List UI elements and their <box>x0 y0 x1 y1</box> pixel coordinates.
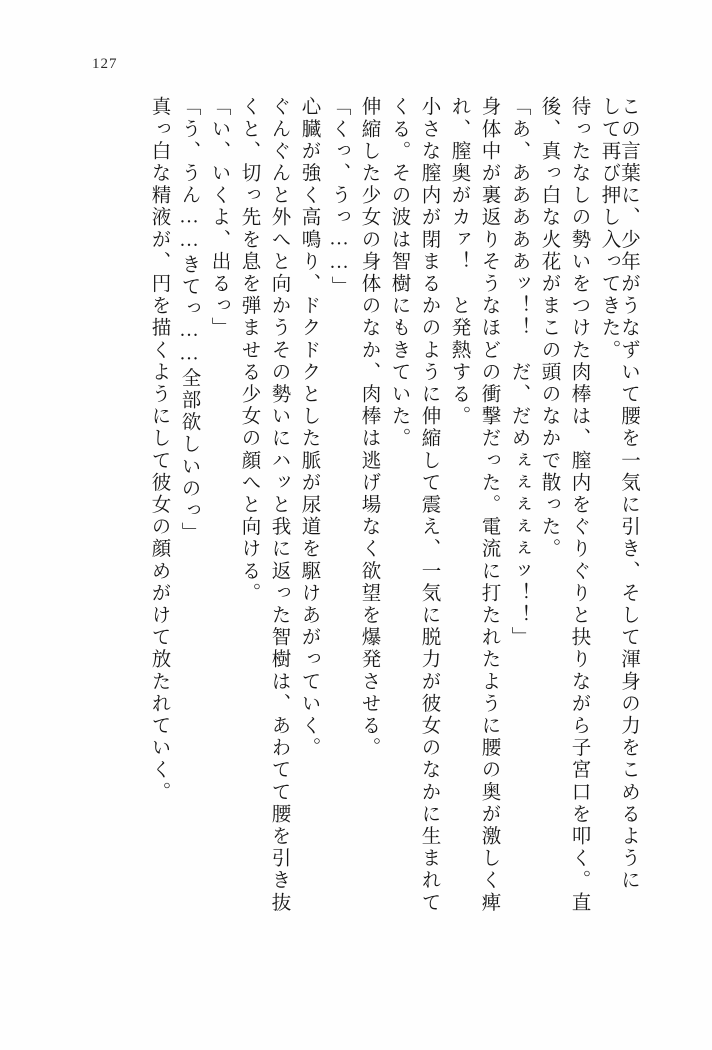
page-number: 127 <box>92 56 118 72</box>
text-column: 後、真っ白な火花がまこの頭のなかで散った。 <box>538 96 560 561</box>
vertical-text-body <box>60 96 638 976</box>
text-column: 「あ、あああああッ！！ だ、だめぇぇぇぇぇッ！！」 <box>508 96 530 649</box>
text-column: 「くっ、うっ……」 <box>328 96 350 298</box>
text-column: 待ったなしの勢いをつけた肉棒は、膣内をぐりぐりと抉りながら子宮口を叩く。直 <box>568 96 590 914</box>
text-column: 真っ白な精液が、円を描くようにして彼女の顔めがけて放たれていく。 <box>148 96 170 804</box>
text-column: くと、切っ先を息を弾ませる少女の顔へと向ける。 <box>238 96 260 605</box>
text-column: 伸縮した少女の身体のなか、肉棒は逃げ場なく欲望を爆発させる。 <box>358 96 380 759</box>
text-column: ぐんぐんと外へと向かうその勢いにハッと我に返った智樹は、あわてて腰を引き抜 <box>268 96 290 914</box>
text-column: れ、膣奥がカァ！ と発熱する。 <box>448 96 470 428</box>
text-column: 小さな膣内が閉まるかのように伸縮して震え、一気に脱力が彼女のなかに生まれて <box>418 96 440 914</box>
text-column: して再び押し入ってきた。 <box>598 96 620 362</box>
text-column: 心臓が強く高鳴り、ドクドクとした脈が尿道を駆けあがっていく。 <box>298 96 320 759</box>
text-column: 「う、うん……きてっ……全部欲しいのっ」 <box>178 96 200 544</box>
text-column: この言葉に、少年がうなずいて腰を一気に引き、そして渾身の力をこめるように <box>618 96 639 892</box>
text-column: 身体中が裏返りそうなほどの衝撃だった。電流に打たれたように腰の奥が激しく痺 <box>478 96 500 914</box>
text-column: 「い、いくよ、出るっ」 <box>208 96 230 340</box>
text-column: くる。その波は智樹にもきていた。 <box>388 96 410 450</box>
